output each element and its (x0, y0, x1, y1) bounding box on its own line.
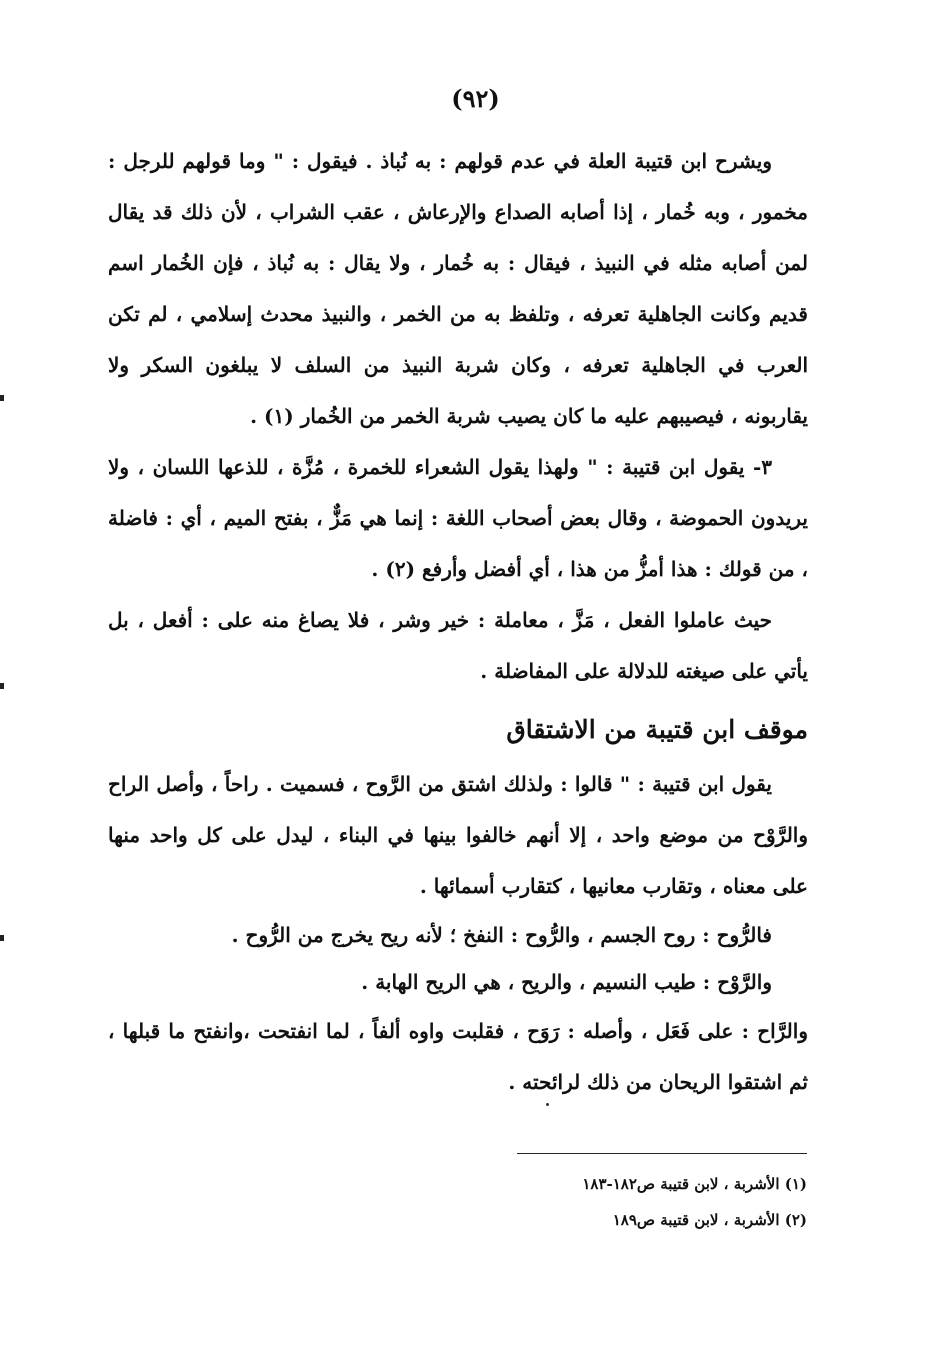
footnote-1: (١) الأشربة ، لابن قتيبة ص١٨٢-١٨٣ (582, 1175, 807, 1193)
paragraph-comparison: حيث عاملوا الفعل ، مَزَّ ، معاملة : خير وشر ، فلا يصاغ منه على : أفعل ، بل يأتي على صيغته للدلالة على المفاضلة . (108, 608, 808, 683)
footnote-divider (517, 1153, 807, 1154)
main-text (108, 136, 808, 1108)
margin-mark (0, 683, 4, 689)
section-heading: موقف ابن قتيبة من الاشتقاق (506, 715, 808, 744)
page-number: (٩٢) (451, 84, 500, 113)
margin-mark (0, 395, 4, 401)
paragraph-point-3: ٣- يقول ابن قتيبة : " ولهذا يقول الشعراء للخمرة ، مُزَّة ، للذعها اللسان ، ولا يريدون الحموضة ، وقال بعض أصحاب اللغة : إنما هي مَزٌّ ، بفتح الميم ، أي : فاضلة ، من قولك : هذا أمزُّ من هذا ، أي أفضل وأرفع (٢) . (108, 455, 808, 581)
footnotes (380, 1166, 807, 1238)
paragraph-derivation-quote: يقول ابن قتيبة : " قالوا : ولذلك اشتق من الرَّوح ، فسميت . راحاً ، وأصل الراح والرَّوْح من موضع واحد ، إلا أنهم خالفوا بينها في البناء ، ليدل على كل واحد منها على معناه ، وتقارب معانيها ، كتقارب أسمائها . (108, 772, 808, 898)
paragraph-explanation: ويشرح ابن قتيبة العلة في عدم قولهم : به نُباذ . فيقول : " وما قولهم للرجل : مخمور ، وبه خُمار ، إذا أصابه الصداع والإرعاش ، عقب الشراب ، لأن ذلك قد يقال لمن أصابه مثله في النبيذ ، فيقال : به خُمار ، ولا يقال : به نُباذ ، فإن الخُمار اسم قديم وكانت الجاهلية تعرفه ، وتلفظ به من الخمر ، والنبيذ محدث إسلامي ، لم تكن العرب في الجاهلية تعرفه ، وكان شربة النبيذ من السلف لا يبلغون السكر ولا يقاربونه ، فيصيبهم عليه ما كان يصيب شربة الخمر من الخُمار (١) . (108, 149, 808, 428)
paragraph-rawh: والرَّوْح : طيب النسيم ، والريح ، هي الريح الهابة . (361, 970, 772, 994)
paragraph-rah: والرَّاح : على فَعَل ، وأصله : رَوَح ، فقلبت واوه ألفاً ، لما انفتحت ،وانفتح ما قبلها ، ثم اشتقوا الريحان من ذلك لرائحته . (108, 1019, 808, 1094)
paragraph-ruh: فالرُّوح : روح الجسم ، والرُّوح : النفخ ؛ لأنه ريح يخرج من الرُّوح . (231, 923, 772, 947)
footnote-2: (٢) الأشربة ، لابن قتيبة ص١٨٩ (612, 1211, 807, 1229)
stray-dot (546, 1103, 549, 1106)
margin-mark (0, 935, 4, 941)
